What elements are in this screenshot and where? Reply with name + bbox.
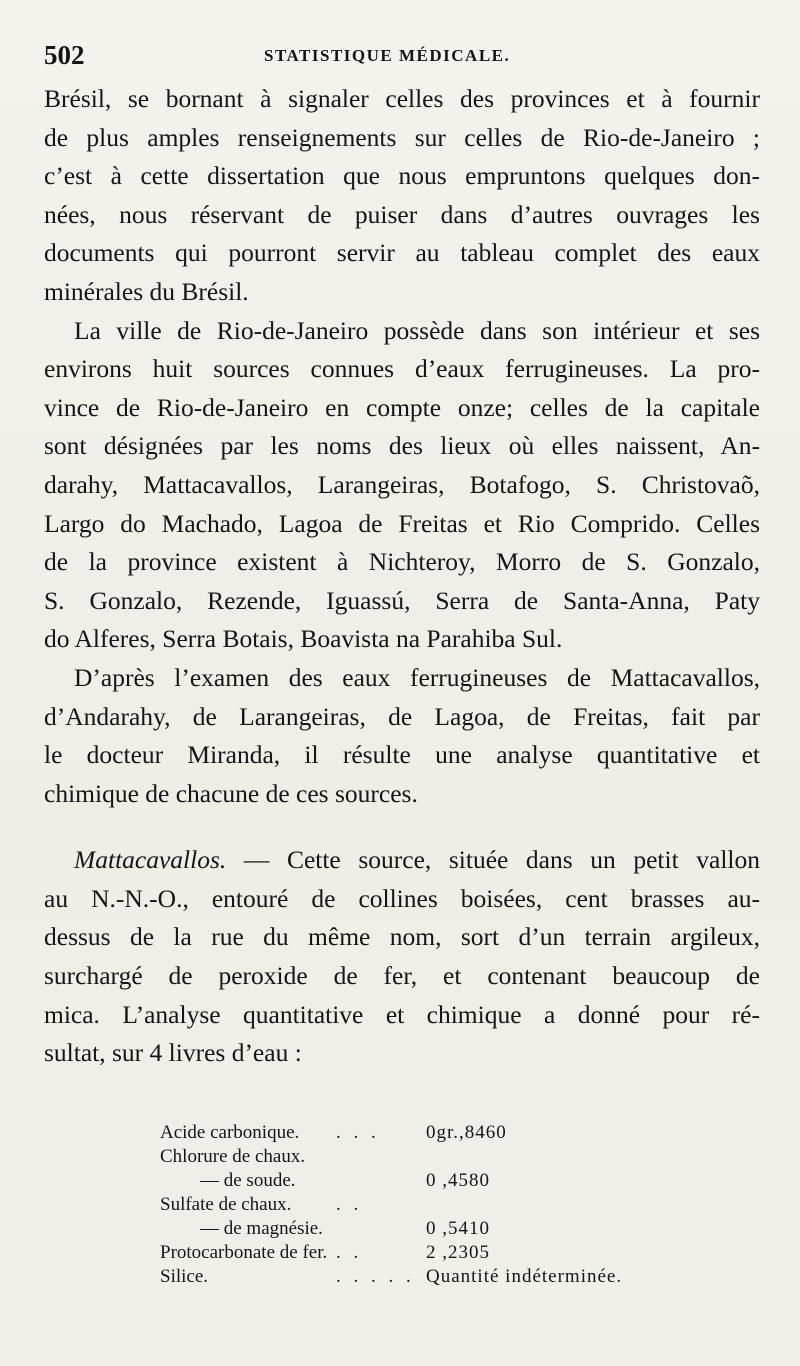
row-label: — de soude.: [200, 1170, 296, 1191]
text-line: environs huit sources connues d’eaux ferrugineuses. La pro-: [44, 354, 760, 384]
page-header: [44, 40, 760, 76]
row-label: Sulfate de chaux.: [160, 1194, 292, 1215]
row-value: 2 ,2305: [426, 1242, 490, 1263]
table-row: [160, 1242, 660, 1266]
table-row: [160, 1218, 660, 1242]
row-dots: . . . . .: [336, 1266, 415, 1287]
text-line: [44, 841, 760, 880]
table-row: [160, 1170, 660, 1194]
row-value: 0 ,4580: [426, 1170, 490, 1191]
text-line: documents qui pourront servir au tableau complet des eaux: [44, 238, 760, 268]
paragraph-4: [44, 841, 760, 1073]
row-label: Chlorure de chaux.: [160, 1146, 306, 1167]
text-line: d’Andarahy, de Larangeiras, de Lagoa, de Freitas, fait par: [44, 701, 760, 731]
text-line: sont désignées par les noms des lieux où elles naissent, An-: [44, 431, 760, 461]
page-number: 502: [44, 40, 85, 70]
row-dots: . .: [336, 1242, 363, 1263]
text-line: de plus amples renseignements sur celles de Rio-de-Janeiro ;: [44, 122, 760, 152]
text-line: vince de Rio-de-Janeiro en compte onze; celles de la capitale: [44, 392, 760, 422]
table-row: [160, 1122, 660, 1146]
row-dots: . .: [336, 1194, 363, 1215]
text-line: sultat, sur 4 livres d’eau :: [44, 1038, 302, 1068]
text-line: dessus de la rue du même nom, sort d’un terrain argileux,: [44, 922, 760, 952]
row-label: — de magnésie.: [200, 1218, 323, 1239]
table-row: [160, 1194, 660, 1218]
row-label: Acide carbonique.: [160, 1122, 300, 1143]
row-value: 0gr.,8460: [426, 1122, 507, 1143]
row-value: 0 ,5410: [426, 1218, 490, 1239]
text-line: darahy, Mattacavallos, Larangeiras, Botafogo, S. Christovaõ,: [44, 469, 760, 499]
text-line: La ville de Rio-de-Janeiro possède dans son intérieur et ses: [74, 315, 760, 345]
text-line: au N.-N.-O., entouré de collines boisées, cent brasses au-: [44, 883, 760, 913]
paragraph-gap: [44, 813, 760, 841]
paragraph-2: [44, 312, 760, 659]
section-lead-rest: — Cette source, située dans un petit vallon: [226, 845, 760, 875]
text-line: do Alferes, Serra Botais, Boavista na Parahiba Sul.: [44, 624, 563, 654]
text-line: D’après l’examen des eaux ferrugineuses de Mattacavallos,: [74, 662, 760, 692]
text-line: minérales du Brésil.: [44, 276, 249, 306]
row-label: Protocarbonate de fer.: [160, 1242, 328, 1263]
text-line: Brésil, se bornant à signaler celles des provinces et à fournir: [44, 84, 760, 113]
row-value: Quantité indéterminée.: [426, 1266, 623, 1287]
text-line: c’est à cette dissertation que nous empruntons quelques don-: [44, 161, 760, 191]
text-line: de la province existent à Nichteroy, Morro de S. Gonzalo,: [44, 547, 760, 577]
text-line: S. Gonzalo, Rezende, Iguassú, Serra de Santa-Anna, Paty: [44, 585, 760, 615]
table-row: [160, 1266, 660, 1290]
table-row: [160, 1146, 660, 1170]
text-line: nées, nous réservant de puiser dans d’autres ouvrages les: [44, 199, 760, 229]
analysis-table: [160, 1122, 660, 1290]
row-label: Silice.: [160, 1266, 209, 1287]
text-line: le docteur Miranda, il résulte une analyse quantitative et: [44, 740, 760, 770]
text-line: Largo do Machado, Lagoa de Freitas et Rio Comprido. Celles: [44, 508, 760, 538]
paragraph-3: [44, 659, 760, 813]
section-lead: Mattacavallos.: [74, 845, 227, 875]
running-head: STATISTIQUE MÉDICALE.: [264, 46, 511, 65]
body-text: [44, 80, 760, 1073]
paragraph-1: [44, 80, 760, 312]
row-dots: . . .: [336, 1122, 380, 1143]
text-line: chimique de chacune de ces sources.: [44, 778, 418, 808]
text-line: mica. L’analyse quantitative et chimique a donné pour ré-: [44, 999, 760, 1029]
text-line: surchargé de peroxide de fer, et contenant beaucoup de: [44, 961, 760, 991]
